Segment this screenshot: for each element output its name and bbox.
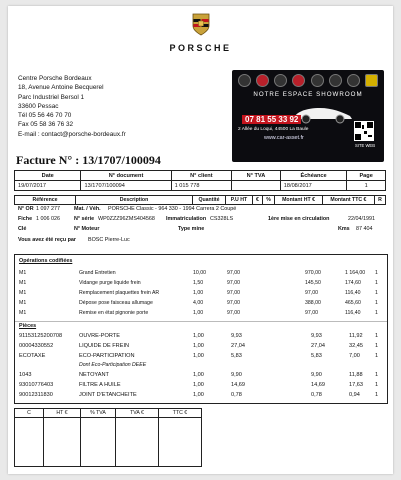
column-header: € — [252, 196, 262, 205]
cell-r: 1 — [375, 343, 379, 349]
cell-qty: 10,00 — [193, 270, 206, 276]
cell-desc: Dépose pose faisceau allumage — [79, 300, 153, 306]
kms-label: Kms — [338, 226, 350, 232]
or-value: 1 097 277 — [36, 206, 60, 212]
cell-desc: JOINT D'ETANCHEITE — [79, 392, 137, 398]
brand-name: PORSCHE — [169, 43, 232, 53]
brand-logo-icon — [311, 74, 324, 87]
meta-value: 18/08/2017 — [280, 181, 346, 191]
vat-header: % TVA — [81, 409, 116, 418]
cell-qty: 1,00 — [193, 290, 204, 296]
meta-label: N° document — [81, 171, 171, 181]
porsche-logo — [8, 12, 393, 53]
cell-ref: M1 — [19, 280, 27, 286]
cell-ht: 9,90 — [311, 372, 322, 378]
brand-logo-icon — [274, 74, 287, 87]
cell-qty: 1,00 — [193, 392, 204, 398]
cell-ttc: 32,45 — [349, 343, 363, 349]
cell-r: 1 — [375, 382, 379, 388]
meta-label: Date — [15, 171, 81, 181]
table-row — [15, 280, 387, 288]
cell-pu: 97,00 — [227, 270, 240, 276]
cell-ht: 14,69 — [311, 382, 325, 388]
cell-pu: 0,78 — [231, 392, 242, 398]
cell-qty: 1,00 — [193, 372, 204, 378]
cell-ref: 93010776403 — [19, 382, 54, 388]
column-header: Quantité — [193, 196, 226, 205]
meta-value: 1 — [347, 181, 386, 191]
immat-label: Immatriculation — [166, 216, 207, 222]
mat-value: PORSCHE Classic - 964 330 - 1994 Carrera 2 Coupé — [108, 206, 237, 212]
cell-r: 1 — [375, 392, 379, 398]
column-header: R — [374, 196, 385, 205]
cle-label: Clé — [18, 226, 27, 232]
cell-ref: M1 — [19, 300, 27, 306]
cell-r: 1 — [375, 300, 378, 306]
cell-pu: 14,69 — [231, 382, 245, 388]
table-row — [15, 310, 387, 318]
seller-address — [18, 74, 126, 139]
column-header: Montant HT € — [275, 196, 323, 205]
vat-header: TTC € — [159, 409, 202, 418]
vat-header: TVA € — [116, 409, 159, 418]
meta-label: N° TVA — [232, 171, 281, 181]
vat-header: HT € — [44, 409, 81, 418]
cell-desc: Grand Entretien — [79, 270, 116, 276]
column-header: Montant TTC € — [322, 196, 374, 205]
cell-ttc: 11,92 — [349, 333, 363, 339]
table-row — [15, 382, 387, 390]
cell-desc: FILTRE A HUILE — [79, 382, 121, 388]
cell-r: 1 — [375, 290, 378, 296]
parts-title: Pièces — [19, 323, 37, 329]
brand-logo-icon — [256, 74, 269, 87]
seller-line: 18, Avenue Antoine Becquerel — [18, 84, 104, 92]
cell-desc: Vidange purge liquide frein — [79, 280, 141, 286]
cell-qty: 1,00 — [193, 343, 204, 349]
operations-title: Opérations codifiées — [19, 258, 73, 264]
serie-label: N° série — [74, 216, 95, 222]
banner-phone: 07 81 55 33 92 — [242, 115, 301, 124]
vat-cell — [116, 418, 159, 467]
cell-ttc: 0,94 — [349, 392, 360, 398]
cell-qty: 1,00 — [193, 333, 204, 339]
brand-logo-icon — [365, 74, 378, 87]
cell-ttc: 465,60 — [345, 300, 361, 306]
brand-logo-icon — [347, 74, 360, 87]
cell-qty: 1,00 — [193, 310, 204, 316]
invoice-title: Facture N° : 13/1707/100094 — [16, 153, 161, 167]
meta-value: 19/07/2017 — [15, 181, 81, 191]
columns-header — [14, 195, 386, 205]
or-label: N° OR — [18, 206, 34, 212]
cell-r: 1 — [375, 353, 379, 359]
banner-address: 2 Allée du Loqui, 44500 La Baule — [238, 127, 309, 132]
invoice-page — [8, 6, 393, 474]
cell-r: 1 — [375, 280, 378, 286]
footer-blank — [202, 418, 386, 467]
meta-value: 1 015 778 — [171, 181, 232, 191]
cell-ht: 27,04 — [311, 343, 325, 349]
column-header: Description — [76, 196, 193, 205]
cell-pu: 97,00 — [227, 310, 240, 316]
serie-value: WP0ZZZ96ZMS404568 — [98, 216, 155, 222]
invoice-meta-table — [14, 170, 386, 191]
cell-ht: 388,00 — [305, 300, 321, 306]
cell-ref: M1 — [19, 310, 27, 316]
seller-line: E-mail : contact@porsche-bordeaux.fr — [18, 130, 126, 138]
cell-ht: 9,93 — [311, 333, 322, 339]
fiche-label: Fiche — [18, 216, 33, 222]
vat-header: C — [15, 409, 44, 418]
cell-ttc: 7,00 — [349, 353, 360, 359]
seller-line: Tél 05 56 46 70 70 — [18, 112, 72, 120]
received-by-value: BOSC Pierre-Luc — [88, 237, 130, 243]
qr-label: SITE WEB — [354, 143, 375, 148]
cell-pu: 97,00 — [227, 280, 240, 286]
cell-r: 1 — [375, 333, 379, 339]
table-row — [15, 392, 387, 400]
footer-blank — [202, 409, 386, 418]
meta-label: Page — [347, 171, 386, 181]
cell-ht: 5,83 — [311, 353, 322, 359]
cell-ttc: 116,40 — [345, 290, 361, 296]
cell-ht: 0,78 — [311, 392, 322, 398]
cell-desc: LIQUIDE DE FREIN — [79, 343, 130, 349]
brand-logo-icon — [238, 74, 251, 87]
porsche-crest-icon — [191, 12, 211, 36]
cell-ref: 1043 — [19, 372, 32, 378]
cell-ht: 145,50 — [305, 280, 321, 286]
cell-ttc: 116,40 — [345, 310, 361, 316]
cell-qty: 1,00 — [193, 382, 204, 388]
cell-qty: 1,50 — [193, 280, 204, 286]
seller-line: Centre Porsche Bordeaux — [18, 75, 92, 82]
cell-pu: 9,93 — [231, 333, 242, 339]
table-row — [15, 300, 387, 308]
table-row — [15, 270, 387, 278]
vat-cell — [44, 418, 81, 467]
table-row — [15, 290, 387, 298]
cell-ref: M1 — [19, 290, 27, 296]
meta-value — [232, 181, 281, 191]
qr-code-icon — [354, 121, 374, 141]
cell-desc: ECO-PARTICIPATION — [79, 353, 135, 359]
fiche-value: 1 006 026 — [36, 216, 60, 222]
cell-desc: Remise en état pignonie porte — [79, 310, 149, 316]
type-mine-label: Type mine — [178, 226, 205, 232]
vat-cell — [159, 418, 202, 467]
cell-r: 1 — [375, 270, 378, 276]
seller-line: 33600 Pessac — [18, 102, 59, 110]
meta-label: Échéance — [280, 171, 346, 181]
banner-website: www.car-asset.fr — [264, 135, 304, 141]
table-row — [15, 372, 387, 380]
brand-logo-icon — [292, 74, 305, 87]
column-header: P.U HT — [225, 196, 252, 205]
cell-desc: OUVRE-PORTE — [79, 333, 120, 339]
vat-cell — [15, 418, 44, 467]
cell-pu: 97,00 — [227, 300, 240, 306]
cell-pu: 9,90 — [231, 372, 242, 378]
vat-summary-table — [14, 408, 386, 467]
table-row — [15, 343, 387, 351]
received-by-label: Vous avez été reçu par — [18, 237, 77, 243]
cell-ref: 90012311830 — [19, 392, 53, 398]
cell-ttc: 1 164,00 — [345, 270, 366, 276]
table-row — [15, 353, 387, 361]
divider — [15, 321, 387, 322]
vat-cell — [81, 418, 116, 467]
seller-line: Parc Industriel Bersol 1 — [18, 93, 85, 101]
cell-ht: 97,00 — [305, 290, 318, 296]
cell-ttc: 174,60 — [345, 280, 361, 286]
cell-ttc: 17,63 — [349, 382, 363, 388]
column-header: Référence — [15, 196, 76, 205]
banner-title: NOTRE ESPACE SHOWROOM — [253, 91, 363, 98]
kms-value: 87 404 — [356, 226, 373, 232]
cell-ttc: 11,88 — [349, 372, 363, 378]
cell-desc: NETOYANT — [79, 372, 109, 378]
cell-pu: 97,00 — [227, 290, 240, 296]
showroom-banner — [232, 70, 384, 162]
circulation-value: 22/04/1991 — [348, 216, 375, 222]
cell-ht: 97,00 — [305, 310, 318, 316]
brand-logo-icon — [329, 74, 342, 87]
table-row — [15, 362, 387, 370]
mat-label: Mat. / Véh. — [74, 206, 101, 212]
table-row — [15, 333, 387, 341]
invoice-lines — [14, 254, 388, 404]
cell-qty: 4,00 — [193, 300, 204, 306]
cell-desc: Dont Eco-Participation DEEE — [79, 362, 147, 368]
meta-value: 13/1707/100094 — [81, 181, 171, 191]
cell-pu: 27,04 — [231, 343, 245, 349]
cell-ref: M1 — [19, 270, 27, 276]
cell-ref: 00004330552 — [19, 343, 54, 349]
cell-ref: ECOTAXE — [19, 353, 46, 359]
meta-label: N° client — [171, 171, 232, 181]
cell-desc: Remplacement plaquettes frein AR — [79, 290, 160, 296]
brand-logos — [238, 74, 378, 87]
moteur-label: N° Moteur — [74, 226, 100, 232]
immat-value: CS328LS — [210, 216, 234, 222]
cell-r: 1 — [375, 310, 378, 316]
seller-line: Fax 05 58 36 76 32 — [18, 121, 74, 129]
cell-ht: 970,00 — [305, 270, 321, 276]
cell-qty: 1,00 — [193, 353, 204, 359]
cell-r: 1 — [375, 372, 379, 378]
cell-pu: 5,83 — [231, 353, 242, 359]
column-header: % — [262, 196, 274, 205]
circulation-label: 1ère mise en circulation — [268, 216, 330, 222]
cell-ref: 91153125200708 — [19, 333, 63, 339]
